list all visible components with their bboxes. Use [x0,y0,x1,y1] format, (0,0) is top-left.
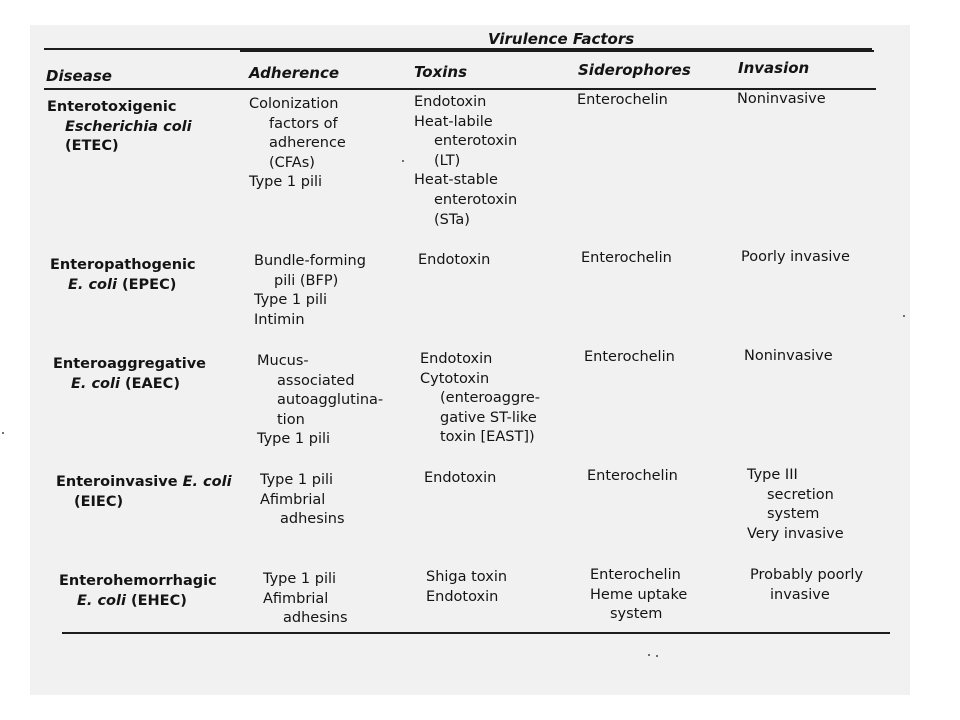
invasion-cell: Noninvasive [737,91,826,107]
column-header-adherence: Adherence [249,64,340,82]
disease-cell: Enteropathogenic E. coli (EPEC) [50,257,196,293]
scan-speck [656,655,658,657]
invasion-cell: Probably poorly invasive [750,567,864,603]
disease-cell: Enteroaggregative E. coli (EAEC) [53,356,206,392]
invasion-cell: Noninvasive [744,348,833,364]
disease-cell: Enterohemorrhagic E. coli (EHEC) [59,573,217,609]
bottom-rule [62,632,890,634]
siderophores-cell: Enterochelin [587,468,678,484]
siderophores-cell: Enterochelin [577,92,668,108]
adherence-cell: Colonization factors of adherence (CFAs) Type 1 pili [249,96,346,191]
column-header-toxins: Toxins [414,63,468,81]
disease-cell: Enterotoxigenic Escherichia coli (ETEC) [47,99,192,155]
column-header-disease: Disease [46,67,112,85]
siderophores-cell: Enterochelin [581,250,672,266]
adherence-cell: Type 1 pili Afimbrial adhesins [263,571,348,627]
scan-speck [2,432,4,434]
virulence-factors-header: Virulence Factors [488,30,635,48]
toxins-cell: Endotoxin Cytotoxin (enteroaggre- gative ST-like toxin [EAST]) [420,351,540,446]
column-header-invasion: Invasion [738,59,810,77]
toxins-cell: Shiga toxin Endotoxin [426,569,508,605]
adherence-cell: Bundle-forming pili (BFP) Type 1 pili Intimin [254,253,366,328]
toxins-cell: Endotoxin [418,252,491,268]
scan-speck [402,160,404,162]
toxins-cell: Endotoxin [424,470,497,486]
siderophores-cell: Enterochelin Heme uptake system [590,567,688,623]
siderophores-cell: Enterochelin [584,349,675,365]
disease-cell: Enteroinvasive E. coli (EIEC) [56,474,232,510]
toxins-cell: Endotoxin Heat-labile enterotoxin (LT) Heat-stable enterotoxin (STa) [414,94,518,228]
scan-speck [648,654,650,656]
virulence-factors-rule [240,50,874,52]
invasion-cell: Poorly invasive [741,249,850,265]
column-header-siderophores: Siderophores [578,61,691,79]
adherence-cell: Mucus- associated autoagglutina- tion Type 1 pili [257,353,384,448]
invasion-cell: Type III secretion system Very invasive [747,467,844,542]
adherence-cell: Type 1 pili Afimbrial adhesins [260,472,345,528]
scan-speck [903,315,905,317]
